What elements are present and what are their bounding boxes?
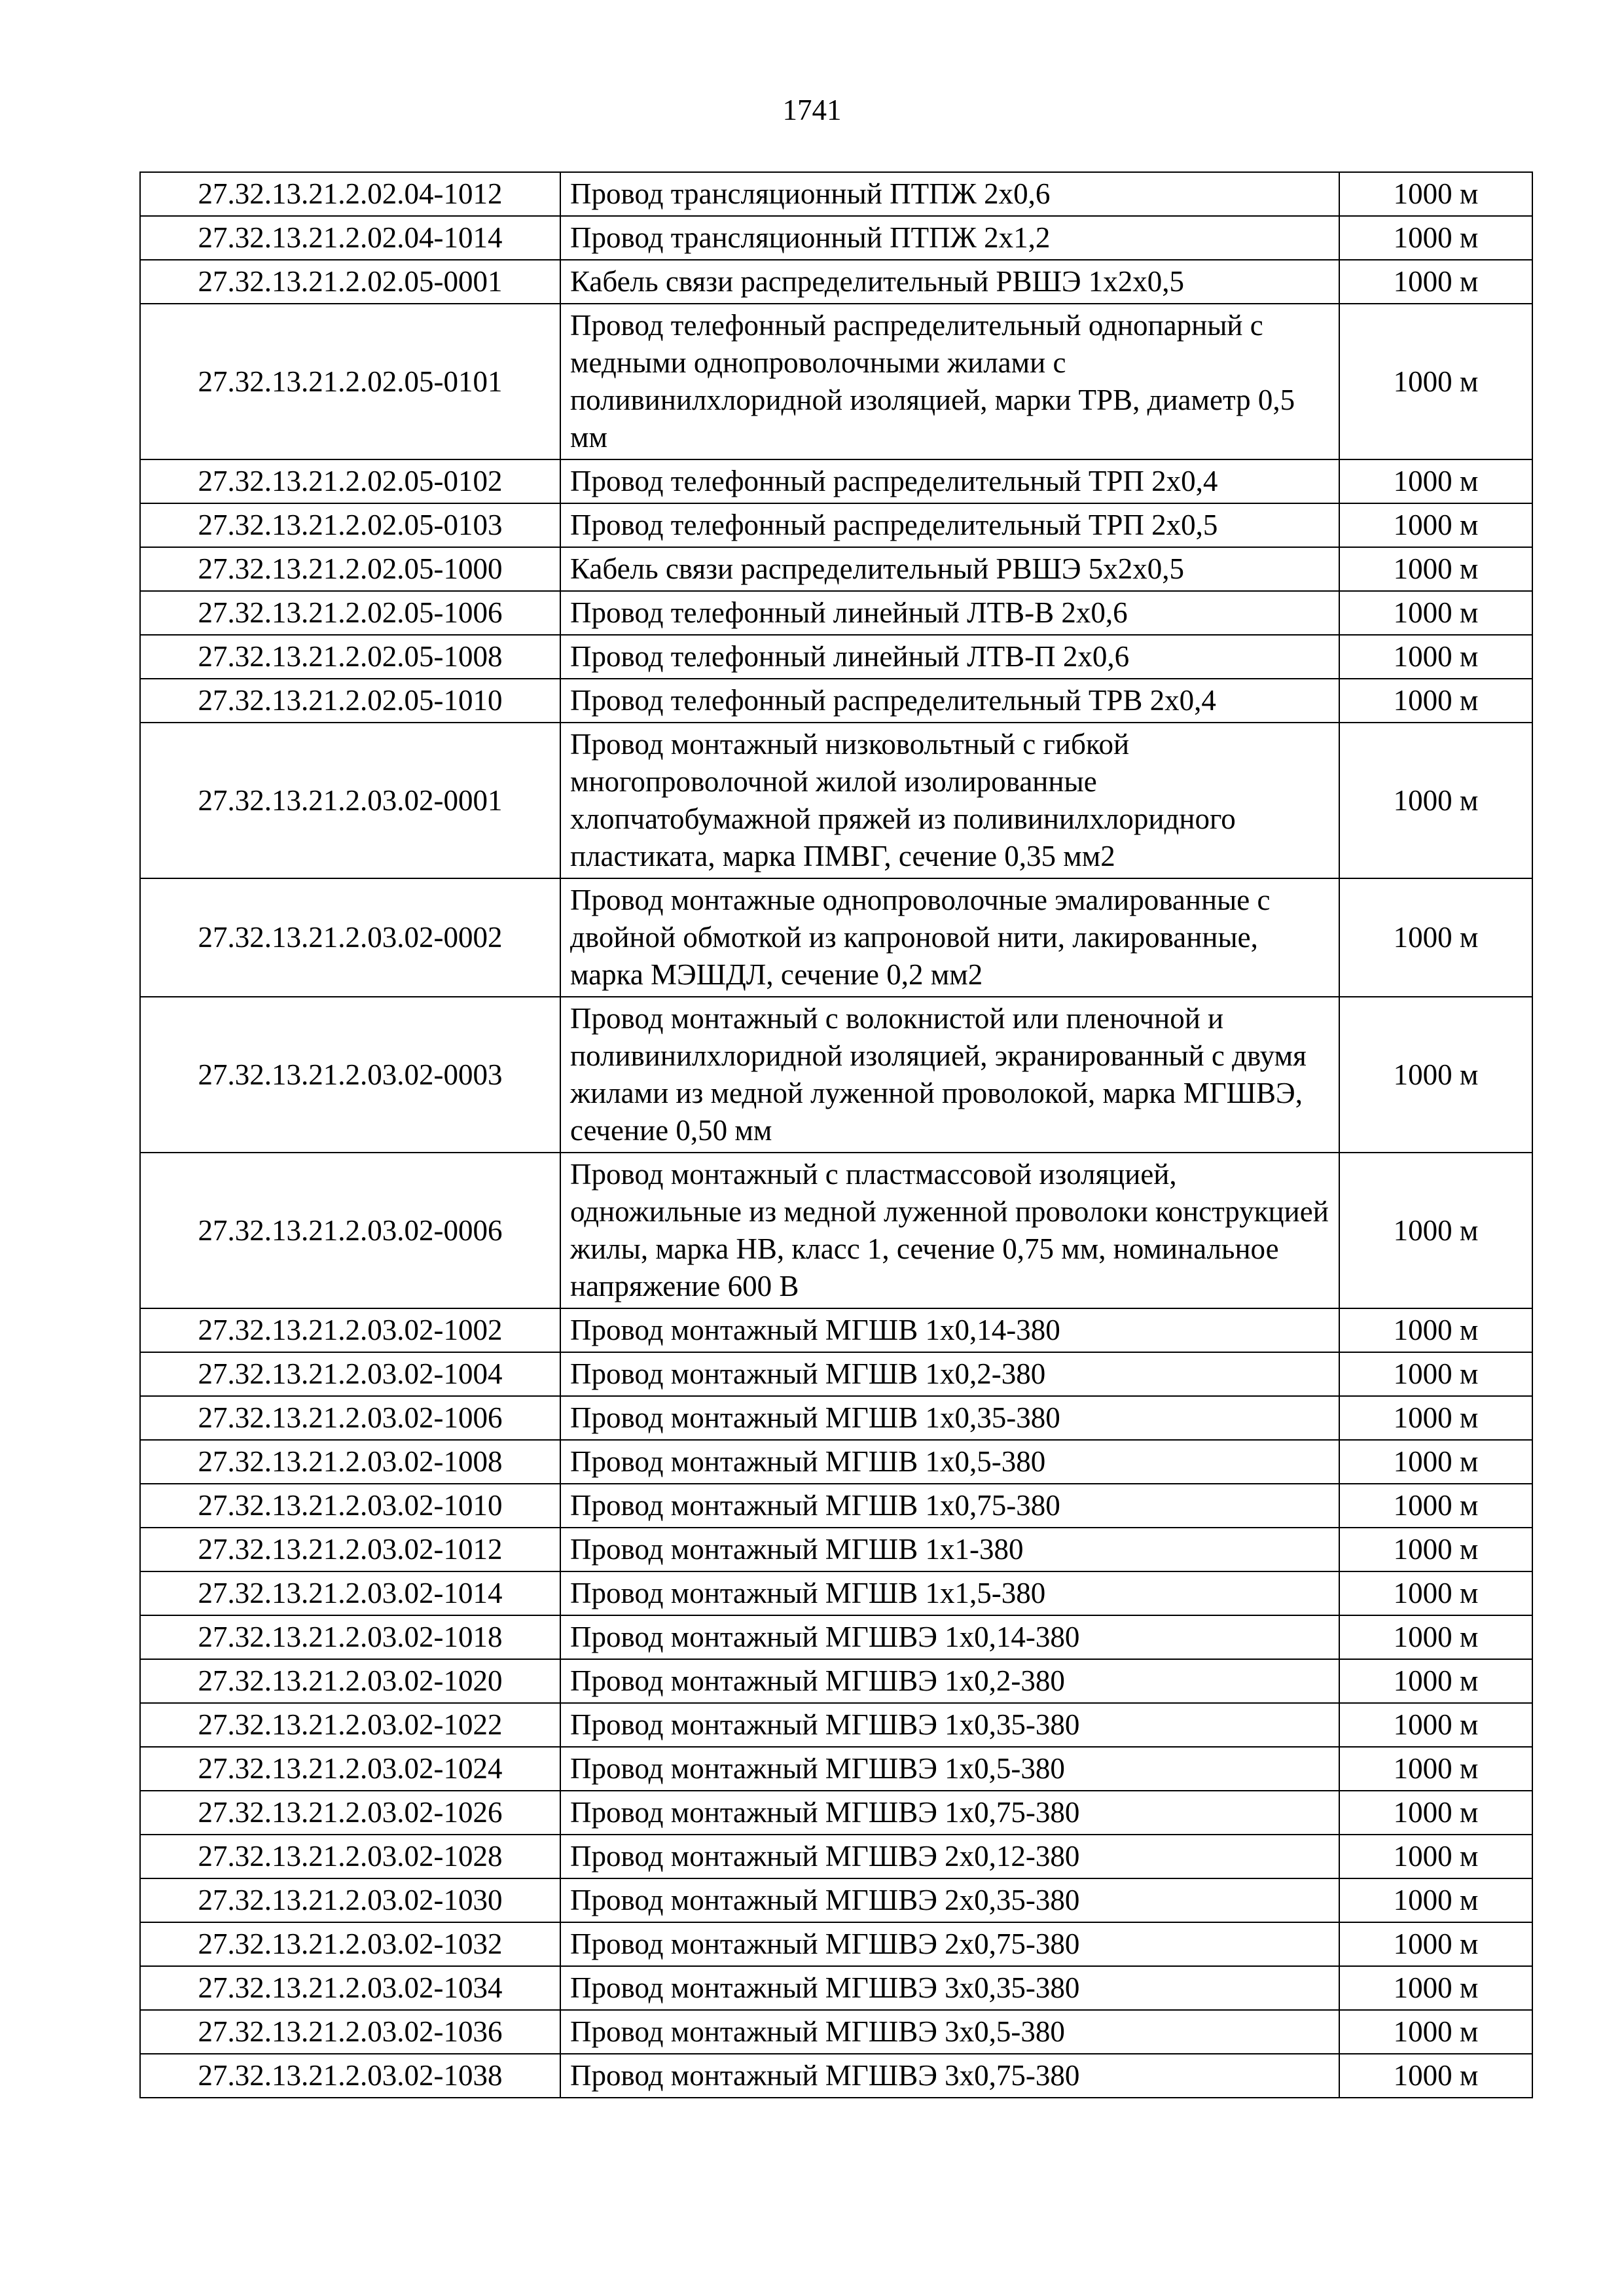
row-unit: 1000 м xyxy=(1339,503,1532,547)
table-row xyxy=(140,591,1532,635)
row-unit: 1000 м xyxy=(1339,216,1532,260)
row-name: Провод монтажный МГШВ 1х0,35-380 xyxy=(560,1396,1339,1440)
row-code: 27.32.13.21.2.03.02-1018 xyxy=(140,1615,560,1659)
row-name: Провод монтажный МГШВ 1х0,5-380 xyxy=(560,1440,1339,1484)
row-code: 27.32.13.21.2.03.02-1002 xyxy=(140,1308,560,1352)
row-code: 27.32.13.21.2.02.05-1000 xyxy=(140,547,560,591)
row-unit: 1000 м xyxy=(1339,1703,1532,1747)
row-unit: 1000 м xyxy=(1339,591,1532,635)
table-row xyxy=(140,1791,1532,1835)
row-unit: 1000 м xyxy=(1339,997,1532,1153)
row-code: 27.32.13.21.2.03.02-1020 xyxy=(140,1659,560,1703)
row-code: 27.32.13.21.2.03.02-0002 xyxy=(140,878,560,997)
row-name: Провод монтажный МГШВ 1х0,75-380 xyxy=(560,1484,1339,1528)
row-unit: 1000 м xyxy=(1339,304,1532,459)
row-unit: 1000 м xyxy=(1339,1484,1532,1528)
row-name: Провод монтажный МГШВЭ 1х0,75-380 xyxy=(560,1791,1339,1835)
row-unit: 1000 м xyxy=(1339,459,1532,503)
table-row xyxy=(140,635,1532,679)
row-code: 27.32.13.21.2.03.02-1036 xyxy=(140,2010,560,2054)
row-code: 27.32.13.21.2.03.02-1012 xyxy=(140,1528,560,1571)
row-unit: 1000 м xyxy=(1339,1352,1532,1396)
row-code: 27.32.13.21.2.03.02-1022 xyxy=(140,1703,560,1747)
row-code: 27.32.13.21.2.02.05-1006 xyxy=(140,591,560,635)
row-code: 27.32.13.21.2.03.02-1026 xyxy=(140,1791,560,1835)
table-row xyxy=(140,1878,1532,1922)
row-unit: 1000 м xyxy=(1339,1966,1532,2010)
table-row xyxy=(140,1153,1532,1308)
row-code: 27.32.13.21.2.02.05-1008 xyxy=(140,635,560,679)
table-row xyxy=(140,260,1532,304)
row-unit: 1000 м xyxy=(1339,2054,1532,2098)
row-name: Провод монтажный с пластмассовой изоляцией, одножильные из медной луженной проволоки конструкцией жилы, марка НВ, класс 1, сечение 0,75 мм, номинальное напряжение 600 В xyxy=(560,1153,1339,1308)
row-code: 27.32.13.21.2.02.05-0102 xyxy=(140,459,560,503)
row-unit: 1000 м xyxy=(1339,1528,1532,1571)
table-row xyxy=(140,1703,1532,1747)
row-unit: 1000 м xyxy=(1339,2010,1532,2054)
row-code: 27.32.13.21.2.03.02-1004 xyxy=(140,1352,560,1396)
row-name: Провод телефонный распределительный ТРВ 2х0,4 xyxy=(560,679,1339,723)
row-unit: 1000 м xyxy=(1339,679,1532,723)
row-unit: 1000 м xyxy=(1339,1153,1532,1308)
row-name: Провод монтажный МГШВЭ 1х0,5-380 xyxy=(560,1747,1339,1791)
row-name: Провод монтажный МГШВЭ 3х0,5-380 xyxy=(560,2010,1339,2054)
table-row xyxy=(140,1440,1532,1484)
table-row xyxy=(140,1484,1532,1528)
row-name: Кабель связи распределительный РВШЭ 5х2х0,5 xyxy=(560,547,1339,591)
table-row xyxy=(140,172,1532,216)
table-row xyxy=(140,2054,1532,2098)
row-name: Провод монтажные однопроволочные эмалированные с двойной обмоткой из капроновой нити, лакированные, марка МЭШДЛ, сечение 0,2 мм2 xyxy=(560,878,1339,997)
row-name: Провод монтажный МГШВ 1х1-380 xyxy=(560,1528,1339,1571)
row-code: 27.32.13.21.2.03.02-1024 xyxy=(140,1747,560,1791)
table-row xyxy=(140,1308,1532,1352)
row-name: Провод трансляционный ПТПЖ 2х1,2 xyxy=(560,216,1339,260)
row-unit: 1000 м xyxy=(1339,1878,1532,1922)
row-code: 27.32.13.21.2.03.02-1030 xyxy=(140,1878,560,1922)
row-code: 27.32.13.21.2.03.02-1006 xyxy=(140,1396,560,1440)
row-name: Провод телефонный распределительный ТРП 2х0,4 xyxy=(560,459,1339,503)
row-unit: 1000 м xyxy=(1339,1615,1532,1659)
row-name: Провод монтажный низковольтный с гибкой многопроволочной жилой изолированные хлопчатобумажной пряжей из поливинилхлоридного пластиката, марка ПМВГ, сечение 0,35 мм2 xyxy=(560,723,1339,878)
row-name: Провод монтажный МГШВЭ 2х0,35-380 xyxy=(560,1878,1339,1922)
row-unit: 1000 м xyxy=(1339,723,1532,878)
table-body xyxy=(140,172,1532,2098)
row-unit: 1000 м xyxy=(1339,1440,1532,1484)
table-row xyxy=(140,1747,1532,1791)
row-unit: 1000 м xyxy=(1339,1747,1532,1791)
page-number: 1741 xyxy=(782,94,842,126)
table-row xyxy=(140,1835,1532,1878)
table-row xyxy=(140,459,1532,503)
row-code: 27.32.13.21.2.02.05-0001 xyxy=(140,260,560,304)
row-code: 27.32.13.21.2.02.04-1014 xyxy=(140,216,560,260)
table-row xyxy=(140,1922,1532,1966)
table-row xyxy=(140,997,1532,1153)
table-row xyxy=(140,1352,1532,1396)
row-code: 27.32.13.21.2.02.05-0101 xyxy=(140,304,560,459)
row-name: Провод монтажный МГШВЭ 2х0,75-380 xyxy=(560,1922,1339,1966)
table-row xyxy=(140,1571,1532,1615)
row-unit: 1000 м xyxy=(1339,1791,1532,1835)
row-name: Провод монтажный МГШВЭ 3х0,75-380 xyxy=(560,2054,1339,2098)
table-row xyxy=(140,723,1532,878)
row-code: 27.32.13.21.2.02.05-0103 xyxy=(140,503,560,547)
row-code: 27.32.13.21.2.03.02-0001 xyxy=(140,723,560,878)
table-row xyxy=(140,547,1532,591)
row-code: 27.32.13.21.2.02.05-1010 xyxy=(140,679,560,723)
row-unit: 1000 м xyxy=(1339,1571,1532,1615)
row-unit: 1000 м xyxy=(1339,1659,1532,1703)
table-row xyxy=(140,1528,1532,1571)
row-name: Провод монтажный МГШВ 1х0,14-380 xyxy=(560,1308,1339,1352)
row-code: 27.32.13.21.2.03.02-1038 xyxy=(140,2054,560,2098)
resource-table xyxy=(139,171,1533,2098)
row-code: 27.32.13.21.2.03.02-0006 xyxy=(140,1153,560,1308)
row-name: Провод телефонный линейный ЛТВ-В 2х0,6 xyxy=(560,591,1339,635)
row-unit: 1000 м xyxy=(1339,1835,1532,1878)
table-row xyxy=(140,1966,1532,2010)
table-row xyxy=(140,878,1532,997)
table-row xyxy=(140,1659,1532,1703)
row-name: Провод монтажный МГШВЭ 3х0,35-380 xyxy=(560,1966,1339,2010)
row-name: Провод монтажный МГШВ 1х1,5-380 xyxy=(560,1571,1339,1615)
row-code: 27.32.13.21.2.03.02-0003 xyxy=(140,997,560,1153)
row-code: 27.32.13.21.2.03.02-1034 xyxy=(140,1966,560,2010)
row-unit: 1000 м xyxy=(1339,878,1532,997)
row-unit: 1000 м xyxy=(1339,1922,1532,1966)
table-row xyxy=(140,679,1532,723)
row-unit: 1000 м xyxy=(1339,172,1532,216)
table-row xyxy=(140,1615,1532,1659)
row-name: Провод трансляционный ПТПЖ 2х0,6 xyxy=(560,172,1339,216)
row-code: 27.32.13.21.2.03.02-1014 xyxy=(140,1571,560,1615)
row-code: 27.32.13.21.2.02.04-1012 xyxy=(140,172,560,216)
row-name: Провод монтажный МГШВЭ 1х0,35-380 xyxy=(560,1703,1339,1747)
table-row xyxy=(140,503,1532,547)
row-code: 27.32.13.21.2.03.02-1010 xyxy=(140,1484,560,1528)
row-name: Провод телефонный линейный ЛТВ-П 2х0,6 xyxy=(560,635,1339,679)
table-row xyxy=(140,304,1532,459)
row-name: Провод телефонный распределительный однопарный с медными однопроволочными жилами с поливинилхлоридной изоляцией, марки ТРВ, диаметр 0,5 мм xyxy=(560,304,1339,459)
row-name: Провод монтажный МГШВЭ 1х0,14-380 xyxy=(560,1615,1339,1659)
row-unit: 1000 м xyxy=(1339,1396,1532,1440)
row-code: 27.32.13.21.2.03.02-1008 xyxy=(140,1440,560,1484)
row-name: Провод монтажный с волокнистой или пленочной и поливинилхлоридной изоляцией, экранированный с двумя жилами из медной луженной проволокой, марка МГШВЭ, сечение 0,50 мм xyxy=(560,997,1339,1153)
row-name: Провод монтажный МГШВЭ 1х0,2-380 xyxy=(560,1659,1339,1703)
row-name: Провод телефонный распределительный ТРП 2х0,5 xyxy=(560,503,1339,547)
row-name: Провод монтажный МГШВЭ 2х0,12-380 xyxy=(560,1835,1339,1878)
table-row xyxy=(140,2010,1532,2054)
row-code: 27.32.13.21.2.03.02-1028 xyxy=(140,1835,560,1878)
row-name: Провод монтажный МГШВ 1х0,2-380 xyxy=(560,1352,1339,1396)
row-unit: 1000 м xyxy=(1339,1308,1532,1352)
row-unit: 1000 м xyxy=(1339,635,1532,679)
row-code: 27.32.13.21.2.03.02-1032 xyxy=(140,1922,560,1966)
row-unit: 1000 м xyxy=(1339,260,1532,304)
table-row xyxy=(140,216,1532,260)
row-name: Кабель связи распределительный РВШЭ 1х2х0,5 xyxy=(560,260,1339,304)
table-row xyxy=(140,1396,1532,1440)
row-unit: 1000 м xyxy=(1339,547,1532,591)
